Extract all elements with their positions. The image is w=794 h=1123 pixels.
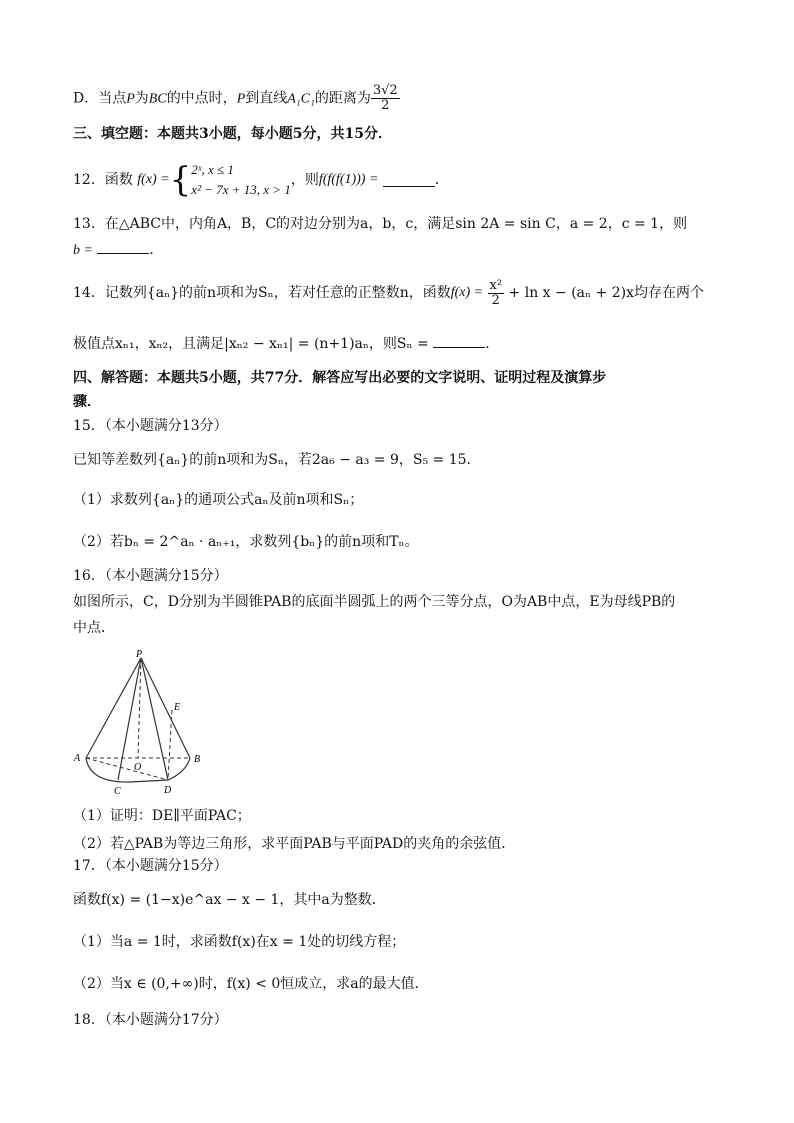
label-a: A [74, 753, 81, 764]
question-13-line2 [73, 240, 724, 261]
q12-middle-text: ，则 [290, 172, 319, 188]
q14-part2: + ln x − (aₙ + 2)x均存在两个 [508, 285, 704, 301]
q13-end: ． [149, 242, 164, 258]
question-12 [73, 158, 724, 202]
segment-de [168, 710, 172, 780]
half-cone-diagram [70, 648, 220, 798]
q16-title: 16．（本小题满分15分） [73, 568, 228, 584]
q15-part1: （1）求数列{aₙ}的通项公式aₙ及前n项和Sₙ； [73, 492, 364, 508]
q13-b-label: b = [73, 243, 93, 258]
q14-frac-den: 2 [491, 292, 500, 308]
left-brace-icon: { [169, 160, 192, 200]
question-14-line2 [73, 334, 724, 354]
q12-end: ． [434, 172, 449, 188]
q17-title: 17．（本小题满分15分） [73, 858, 228, 874]
q16-stem-line2: 中点． [73, 620, 115, 636]
label-b: B [194, 754, 201, 765]
point-p: P [126, 91, 135, 107]
q12-answer-blank[interactable] [383, 174, 435, 187]
distance-fraction [371, 84, 400, 113]
q17-part1: （1）当a = 1时，求函数f(x)在x = 1处的切线方程； [73, 934, 406, 950]
section3-heading: 三、填空题：本题共3小题，每小题5分，共15分． [73, 126, 392, 142]
fraction-numerator: 3√2 [372, 83, 398, 98]
segment-bc: BC [148, 91, 167, 107]
option-d-text1: 为 [134, 90, 149, 107]
q14-part1: 14．记数列{aₙ}的前n项和为Sₙ，若对任意的正整数n，函数 [73, 285, 451, 301]
q12-case-2: x² − 7x + 13, x > 1 [191, 182, 291, 197]
fraction-denominator: 2 [381, 98, 390, 113]
edge-pa [86, 658, 141, 758]
q14-end: ． [485, 336, 500, 352]
label-c: C [114, 786, 121, 797]
option-d-text2: 的中点时， [166, 90, 237, 107]
q14-function-name: f(x) = [450, 285, 484, 300]
edge-pb [141, 658, 190, 758]
q12-expression: f(f(f(1))) = [318, 172, 379, 187]
q16-stem-line1: 如图所示，C，D分别为半圆锥PAB的底面半圆弧上的两个三等分点，O为AB中点，E为母线PB的 [73, 594, 676, 610]
q18-title: 18．（本小题满分17分） [73, 1012, 228, 1028]
option-d [73, 84, 724, 113]
q16-part1: （1）证明：DE∥平面PAC； [73, 808, 251, 824]
edge-pd [141, 658, 168, 780]
line-a1c1: A₁C₁ [287, 91, 315, 107]
q12-number: 12．函数 [73, 172, 133, 188]
section4-heading-line1: 四、解答题：本题共5小题，共77分．解答应写出必要的文字说明、证明过程及演算步 [73, 370, 607, 386]
q17-part2: （2）当x ∈ (0,+∞)时，f(x) < 0恒成立，求a的最大值． [73, 976, 429, 992]
question-14-line1 [73, 276, 724, 310]
q15-title: 15．（本小题满分13分） [73, 418, 228, 434]
point-p-2: P [236, 91, 246, 107]
q15-stem: 已知等差数列{aₙ}的前n项和为Sₙ，若2a₆ − a₃ = 9，S₅ = 15． [73, 452, 481, 468]
q12-piecewise [191, 160, 291, 200]
q13-answer-blank[interactable] [97, 241, 149, 254]
option-d-prefix: D．当点 [73, 90, 127, 107]
q14-answer-blank[interactable] [433, 335, 485, 348]
q14-frac-num: x² [489, 277, 503, 293]
q12-case-1: 2ˣ, x ≤ 1 [191, 162, 234, 177]
option-d-text4: 的距离为 [314, 90, 371, 107]
q14-fraction [488, 279, 505, 308]
q12-function-name: f(x) = [137, 172, 170, 187]
label-p: P [136, 649, 143, 660]
question-13-line1: 13．在△ABC中，内角A，B，C的对边分别为a，b，c，满足sin 2A = sin C，a = 2，c = 1，则 [73, 216, 688, 232]
label-o: O [134, 762, 142, 773]
option-d-text3: 到直线 [245, 90, 288, 107]
q14-line2-text: 极值点xₙ₁，xₙ₂，且满足|xₙ₂ − xₙ₁| = (n+1)aₙ，则Sₙ = [73, 336, 429, 352]
section4-heading-line2: 骤． [73, 394, 101, 410]
label-e: E [174, 702, 181, 713]
q17-stem: 函数f(x) = (1−x)e^ax − x − 1，其中a为整数． [73, 892, 386, 908]
q16-part2: （2）若△PAB为等边三角形，求平面PAB与平面PAD的夹角的余弦值． [73, 836, 516, 852]
label-d: D [164, 785, 172, 796]
q15-part2: （2）若bₙ = 2^aₙ · aₙ₊₁，求数列{bₙ}的前n项和Tₙ。 [73, 534, 419, 550]
